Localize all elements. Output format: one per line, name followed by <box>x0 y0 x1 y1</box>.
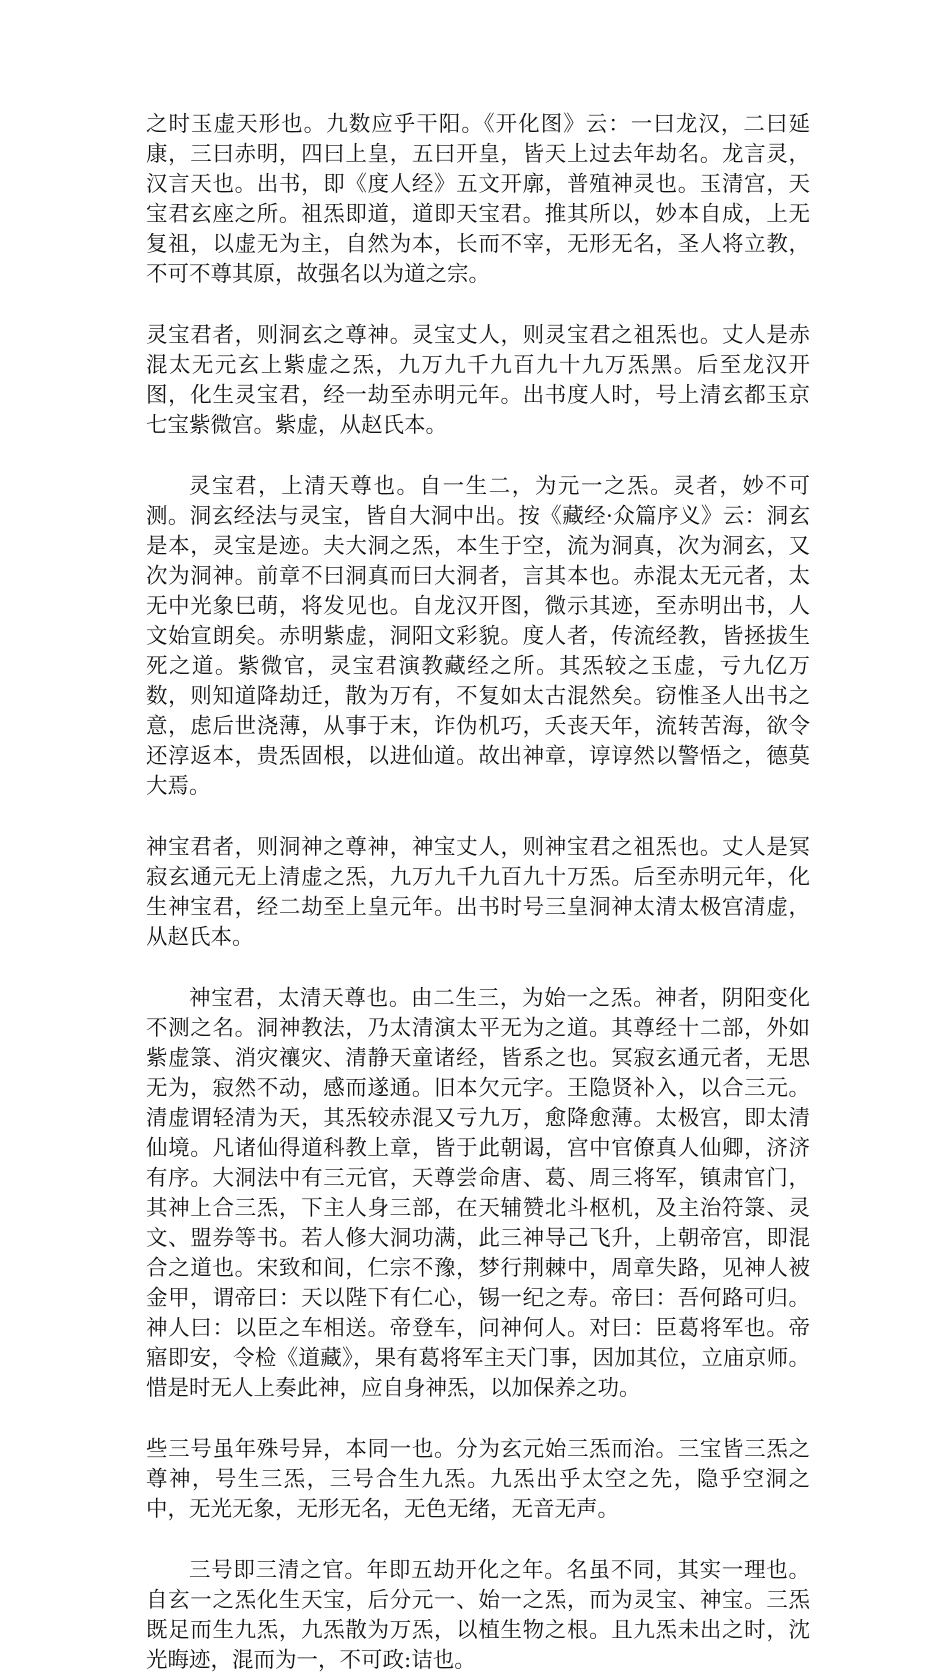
document-body <box>146 110 810 1676</box>
paragraph-4: 神宝君者，则洞神之尊神，神宝丈人，则神宝君之祖炁也。丈人是冥寂玄通元无上清虚之炁，九万九千九百九十万炁。后至赤明元年，化生神宝君，经二劫至上皇元年。出书时号三皇洞神太清太极宫清虚，从赵氏本。 <box>146 835 810 950</box>
paragraph-2: 灵宝君者，则洞玄之尊神。灵宝丈人，则灵宝君之祖炁也。丈人是赤混太无元玄上紫虚之炁，九万九千九百九十九万炁黑。后至龙汉开图，化生灵宝君，经一劫至赤明元年。出书度人时，号上清玄都玉京七宝紫微宫。紫虚，从赵氏本。 <box>146 323 810 438</box>
paragraph-6: 些三号虽年殊号异，本同一也。分为玄元始三炁而治。三宝皆三炁之尊神，号生三炁，三号合生九炁。九炁出乎太空之先，隐乎空洞之中，无光无象，无形无名，无色无绪，无音无声。 <box>146 1437 810 1522</box>
paragraph-3: 灵宝君，上清天尊也。自一生二，为元一之炁。灵者，妙不可测。洞玄经法与灵宝，皆自大洞中出。按《藏经·众篇序义》云：洞玄是本，灵宝是迹。夫大洞之炁，本生于空，流为洞真，次为洞玄，又次为洞神。前章不曰洞真而曰大洞者，言其本也。赤混太无元者，太无中光象巳萌，将发见也。自龙汉开图，微示其迹，至赤明出书，人文始宣朗矣。赤明紫虚，洞阳文彩貌。度人者，传流经教，皆拯拔生死之道。紫微官，灵宝君演教藏经之所。其炁较之玉虚，亏九亿万数，则知道降劫迁，散为万有，不复如太古混然矣。窃惟圣人出书之意，虑后世浇薄，从事于末，诈伪机巧，夭丧天年，流转苦海，欲令还淳返本，贵炁固根，以进仙道。故出神章，谆谆然以警悟之，德莫大焉。 <box>146 474 810 799</box>
paragraph-1: 之时玉虚天形也。九数应乎干阳。《开化图》云：一曰龙汉，二曰延康，三曰赤明，四曰上皇，五曰开皇，皆天上过去年劫名。龙言灵，汉言天也。出书，即《度人经》五文开廓，普殖神灵也。玉清宫，天宝君玄座之所。祖炁即道，道即天宝君。推其所以，妙本自成，上无复祖，以虚无为主，自然为本，长而不宰，无形无名，圣人将立教，不可不尊其原，故强名以为道之宗。 <box>146 112 810 287</box>
paragraph-7: 三号即三清之官。年即五劫开化之年。名虽不同，其实一理也。自玄一之炁化生天宝，后分元一、始一之炁，而为灵宝、神宝。三炁既足而生九炁，九炁散为万炁，以植生物之根。且九炁未出之时，沈光晦迹，混而为一，不可政:诘也。 <box>146 1558 810 1673</box>
paragraph-5: 神宝君，太清天尊也。由二生三，为始一之炁。神者，阴阳变化不测之名。洞神教法，乃太清演太平无为之道。其尊经十二部，外如紫虚箓、消灾禳灾、清静天童诸经，皆系之也。冥寂玄通元者，无思无为，寂然不动，感而遂通。旧本欠元字。王隐贤补入，以合三元。清虚谓轻清为天，其炁较赤混又亏九万，愈降愈薄。太极宫，即太清仙境。凡诸仙得道科教上章，皆于此朝谒，宫中官僚真人仙卿，济济有序。大洞法中有三元官，天尊尝命唐、葛、周三将军，镇肃官门，其神上合三炁，下主人身三部，在天辅赞北斗枢机，及主治符箓、灵文、盟券等书。若人修大洞功满，此三神导己飞升，上朝帝宫，即混合之道也。宋致和间，仁宗不豫，梦行荆棘中，周章失路，见神人被金甲，谓帝曰：天以陛下有仁心，锡一纪之寿。帝曰：吾何路可归。神人曰：以臣之车相送。帝登车，问神何人。对曰：臣葛将军也。帝寤即安，令检《道藏》，果有葛将军主天门事，因加其位，立庙京师。惜是时无人上奏此神，应自身神炁，以加保养之功。 <box>146 986 810 1401</box>
